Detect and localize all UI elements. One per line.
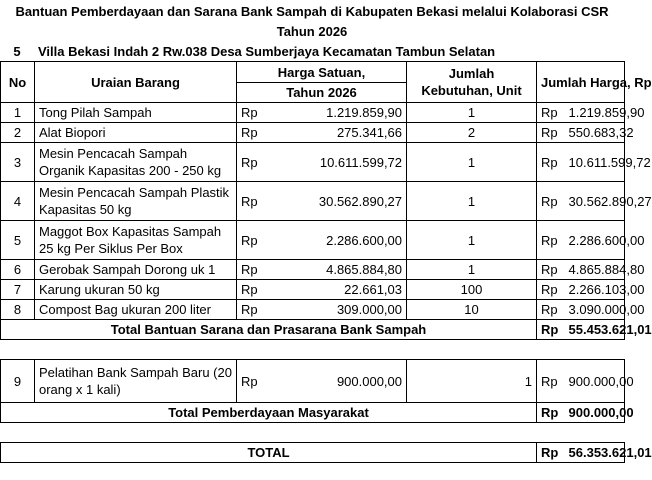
table-row bbox=[1, 260, 625, 280]
training-name: Pelatihan Bank Sampah Baru (20 orang x 1 kali) bbox=[35, 360, 237, 403]
item-price: 22.661,03 bbox=[267, 280, 407, 300]
item-total-currency: Rp bbox=[537, 300, 565, 320]
item-total: 550.683,32 bbox=[565, 123, 625, 143]
item-no: 3 bbox=[1, 143, 35, 182]
item-name: Maggot Box Kapasitas Sampah 25 kg Per Siklus Per Box bbox=[35, 221, 237, 260]
item-price-currency: Rp bbox=[237, 103, 267, 123]
item-total: 2.266.103,00 bbox=[565, 280, 625, 300]
table-row bbox=[1, 280, 625, 300]
item-price-currency: Rp bbox=[237, 260, 267, 280]
spacer-cell bbox=[1, 423, 625, 443]
item-name: Compost Bag ukuran 200 liter bbox=[35, 300, 237, 320]
item-price-currency: Rp bbox=[237, 123, 267, 143]
header-jumlah-harga: Jumlah Harga, Rp bbox=[537, 62, 625, 103]
table-row bbox=[1, 143, 625, 182]
table-row bbox=[1, 103, 625, 123]
item-no: 4 bbox=[1, 182, 35, 221]
item-name: Karung ukuran 50 kg bbox=[35, 280, 237, 300]
grand-total-currency: Rp bbox=[537, 443, 565, 463]
item-price-currency: Rp bbox=[237, 300, 267, 320]
subtotal-sarana-label: Total Bantuan Sarana dan Prasarana Bank Sampah bbox=[1, 320, 537, 340]
item-total: 2.286.600,00 bbox=[565, 221, 625, 260]
item-price-currency: Rp bbox=[237, 143, 267, 182]
item-no: 8 bbox=[1, 300, 35, 320]
item-total-currency: Rp bbox=[537, 123, 565, 143]
item-total: 3.090.000,00 bbox=[565, 300, 625, 320]
item-price-currency: Rp bbox=[237, 280, 267, 300]
document-title: Bantuan Pemberdayaan dan Sarana Bank Sampah di Kabupaten Bekasi melalui Kolaborasi CSR Tahun 2026 bbox=[15, 4, 609, 39]
item-qty: 2 bbox=[407, 123, 537, 143]
item-total-currency: Rp bbox=[537, 103, 565, 123]
header-jumlah-line2: Kebutuhan, Unit bbox=[421, 83, 522, 98]
table-row bbox=[1, 182, 625, 221]
item-price: 309.000,00 bbox=[267, 300, 407, 320]
item-qty: 1 bbox=[407, 182, 537, 221]
subtotal-sarana-value: 55.453.621,01 bbox=[565, 320, 625, 340]
item-no: 6 bbox=[1, 260, 35, 280]
subtotal-pemberdayaan-label: Total Pemberdayaan Masyarakat bbox=[1, 403, 537, 423]
item-no: 2 bbox=[1, 123, 35, 143]
item-price: 4.865.884,80 bbox=[267, 260, 407, 280]
item-price-currency: Rp bbox=[237, 221, 267, 260]
table-row bbox=[1, 123, 625, 143]
header-jumlah-kebutuhan bbox=[407, 62, 537, 103]
subtotal-sarana-currency: Rp bbox=[537, 320, 565, 340]
subtotal-pemberdayaan-row bbox=[1, 403, 625, 423]
item-name: Gerobak Sampah Dorong uk 1 bbox=[35, 260, 237, 280]
item-qty: 1 bbox=[407, 260, 537, 280]
training-total: 900.000,00 bbox=[565, 360, 625, 403]
item-name: Mesin Pencacah Sampah Plastik Kapasitas 50 kg bbox=[35, 182, 237, 221]
grand-total-label: TOTAL bbox=[1, 443, 537, 463]
item-name: Tong Pilah Sampah bbox=[35, 103, 237, 123]
item-total-currency: Rp bbox=[537, 182, 565, 221]
header-jumlah-line1: Jumlah bbox=[448, 66, 495, 81]
item-qty: 1 bbox=[407, 143, 537, 182]
header-tahun: Tahun 2026 bbox=[237, 83, 407, 103]
item-total: 10.611.599,72 bbox=[565, 143, 625, 182]
location-text: Villa Bekasi Indah 2 Rw.038 Desa Sumberjaya Kecamatan Tambun Selatan bbox=[38, 44, 496, 59]
subtotal-pemberdayaan-currency: Rp bbox=[537, 403, 565, 423]
grand-total-row bbox=[1, 443, 625, 463]
location-number: 5 bbox=[13, 44, 21, 59]
item-price: 1.219.859,90 bbox=[267, 103, 407, 123]
budget-table bbox=[0, 61, 652, 463]
item-qty: 10 bbox=[407, 300, 537, 320]
header-row-1 bbox=[1, 62, 625, 83]
spacer-cell bbox=[1, 340, 625, 360]
item-price: 30.562.890,27 bbox=[267, 182, 407, 221]
subtotal-sarana-row bbox=[1, 320, 625, 340]
item-total: 30.562.890,27 bbox=[565, 182, 625, 221]
table-row bbox=[1, 221, 625, 260]
item-price-currency: Rp bbox=[237, 182, 267, 221]
item-total: 4.865.884,80 bbox=[565, 260, 625, 280]
subtotal-pemberdayaan-value: 900.000,00 bbox=[565, 403, 625, 423]
item-total-currency: Rp bbox=[537, 280, 565, 300]
header-no: No bbox=[1, 62, 35, 103]
item-no: 1 bbox=[1, 103, 35, 123]
item-total-currency: Rp bbox=[537, 143, 565, 182]
item-no: 5 bbox=[1, 221, 35, 260]
header-uraian: Uraian Barang bbox=[35, 62, 237, 103]
item-total: 1.219.859,90 bbox=[565, 103, 625, 123]
table-row bbox=[1, 300, 625, 320]
item-price: 275.341,66 bbox=[267, 123, 407, 143]
spacer-row bbox=[1, 340, 625, 360]
training-no: 9 bbox=[1, 360, 35, 403]
spacer-row bbox=[1, 423, 625, 443]
training-price-currency: Rp bbox=[237, 360, 267, 403]
item-total-currency: Rp bbox=[537, 260, 565, 280]
table-row bbox=[1, 360, 625, 403]
item-qty: 1 bbox=[407, 221, 537, 260]
item-qty: 1 bbox=[407, 103, 537, 123]
item-name: Alat Biopori bbox=[35, 123, 237, 143]
item-no: 7 bbox=[1, 280, 35, 300]
training-total-currency: Rp bbox=[537, 360, 565, 403]
item-name: Mesin Pencacah Sampah Organik Kapasitas 200 - 250 kg bbox=[35, 143, 237, 182]
training-qty: 1 bbox=[407, 360, 537, 403]
training-price: 900.000,00 bbox=[267, 360, 407, 403]
item-total-currency: Rp bbox=[537, 221, 565, 260]
grand-total-value: 56.353.621,01 bbox=[565, 443, 625, 463]
item-price: 10.611.599,72 bbox=[267, 143, 407, 182]
item-price: 2.286.600,00 bbox=[267, 221, 407, 260]
header-harga-satuan: Harga Satuan, bbox=[237, 62, 407, 83]
item-qty: 100 bbox=[407, 280, 537, 300]
